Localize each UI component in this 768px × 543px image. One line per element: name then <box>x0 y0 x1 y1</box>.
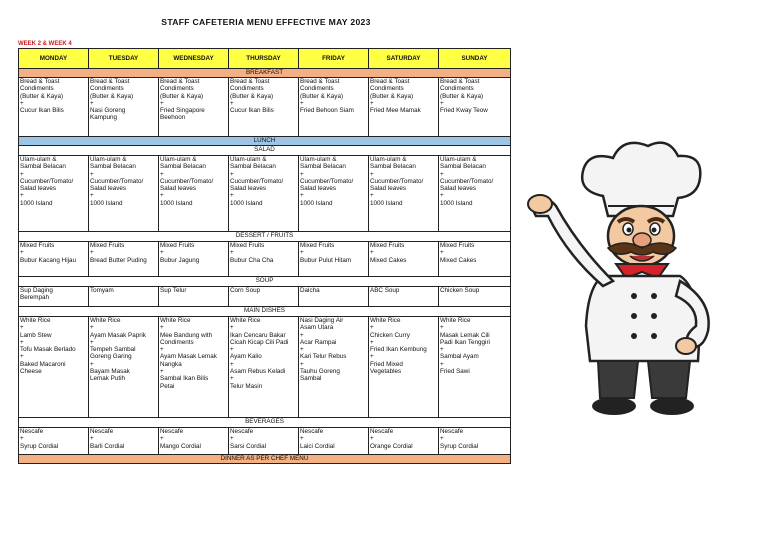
soup-cell: Corn Soup <box>229 287 299 307</box>
breakfast-cell: Bread & Toast Condiments (Butter & Kaya) + Fried Mee Mamak <box>369 78 439 137</box>
breakfast-header: BREAKFAST <box>19 69 511 78</box>
beverage-row <box>19 428 511 455</box>
main-cell: White Rice + Mee Bandung with Condiments + Ayam Masak Lemak Nangka + Sambal Ikan Bilis Petai <box>159 317 229 418</box>
soup-subheader: SOUP <box>19 277 511 287</box>
salad-cell: Ulam-ulam & Sambal Belacan + Cucumber/Tomato/ Salad leaves + 1000 Island <box>159 156 229 232</box>
main-row <box>19 317 511 418</box>
day-header-row <box>19 49 511 69</box>
salad-subheader: SALAD <box>19 146 511 156</box>
salad-cell: Ulam-ulam & Sambal Belacan + Cucumber/Tomato/ Salad leaves + 1000 Island <box>369 156 439 232</box>
soup-subheader-row <box>19 277 511 287</box>
main-cell: White Rice + Masak Lemak Cili Padi Ikan Tenggiri + Sambal Ayam + Fried Sawi <box>439 317 511 418</box>
salad-cell: Ulam-ulam & Sambal Belacan + Cucumber/Tomato/ Salad leaves + 1000 Island <box>299 156 369 232</box>
main-subheader: MAIN DISHES <box>19 307 511 317</box>
dessert-cell: Mixed Fruits + Bubur Kacang Hijau <box>19 242 89 277</box>
breakfast-cell: Bread & Toast Condiments (Butter & Kaya) + Cucur Ikan Bilis <box>19 78 89 137</box>
day-thursday: THURSDAY <box>229 49 299 69</box>
dessert-cell: Mixed Fruits + Bubur Cha Cha <box>229 242 299 277</box>
dessert-row <box>19 242 511 277</box>
day-friday: FRIDAY <box>299 49 369 69</box>
day-saturday: SATURDAY <box>369 49 439 69</box>
main-cell: White Rice + Lamb Stew + Tofu Masak Berlado + Baked Macaroni Cheese <box>19 317 89 418</box>
beverage-cell: Nescafe + Mango Cordial <box>159 428 229 455</box>
salad-cell: Ulam-ulam & Sambal Belacan + Cucumber/Tomato/ Salad leaves + 1000 Island <box>439 156 511 232</box>
dessert-cell: Mixed Fruits + Bread Butter Puding <box>89 242 159 277</box>
salad-cell: Ulam-ulam & Sambal Belacan + Cucumber/Tomato/ Salad leaves + 1000 Island <box>89 156 159 232</box>
breakfast-cell: Bread & Toast Condiments (Butter & Kaya) + Fried Behoon Siam <box>299 78 369 137</box>
dessert-cell: Mixed Fruits + Mixed Cakes <box>439 242 511 277</box>
soup-cell: Dalcha <box>299 287 369 307</box>
chef-icon <box>508 136 758 436</box>
dinner-note: DINNER AS PER CHEF MENU <box>19 455 511 464</box>
main-cell: White Rice + Ayam Masak Paprik + Tempeh Sambal Goreng Garing + Bayam Masak Lemak Putih <box>89 317 159 418</box>
soup-cell: Tomyam <box>89 287 159 307</box>
dessert-cell: Mixed Fruits + Mixed Cakes <box>369 242 439 277</box>
day-sunday: SUNDAY <box>439 49 511 69</box>
breakfast-row <box>19 78 511 137</box>
salad-cell: Ulam-ulam & Sambal Belacan + Cucumber/Tomato/ Salad leaves + 1000 Island <box>229 156 299 232</box>
dessert-subheader-row <box>19 232 511 242</box>
breakfast-cell: Bread & Toast Condiments (Butter & Kaya) + Nasi Goreng Kampung <box>89 78 159 137</box>
breakfast-header-row <box>19 69 511 78</box>
week-label: WEEK 2 & WEEK 4 <box>18 41 72 47</box>
dessert-subheader: DESSERT / FRUITS <box>19 232 511 242</box>
lunch-header: LUNCH <box>19 137 511 146</box>
main-subheader-row <box>19 307 511 317</box>
main-cell: White Rice + Ikan Cencaru Bakar Cicah Kicap Cili Padi + Ayam Kalio + Asam Rebus Keladi + Telur Masin <box>229 317 299 418</box>
main-cell: White Rice + Chicken Curry + Fried Ikan Kembung + Fried Mixed Vegetables <box>369 317 439 418</box>
soup-cell: Chicken Soup <box>439 287 511 307</box>
beverage-cell: Nescafe + Syrup Cordial <box>439 428 511 455</box>
main-cell: Nasi Daging Air Asam Utara + Acar Rampai + Kari Telur Rebus + Tauhu Goreng Sambal <box>299 317 369 418</box>
beverage-cell: Nescafe + Barli Cordial <box>89 428 159 455</box>
salad-row <box>19 156 511 232</box>
salad-cell: Ulam-ulam & Sambal Belacan + Cucumber/Tomato/ Salad leaves + 1000 Island <box>19 156 89 232</box>
dinner-row <box>19 455 511 464</box>
day-tuesday: TUESDAY <box>89 49 159 69</box>
lunch-header-row <box>19 137 511 146</box>
soup-cell: Sup Daging Berempah <box>19 287 89 307</box>
beverage-subheader-row <box>19 418 511 428</box>
beverage-subheader: BEVERAGES <box>19 418 511 428</box>
day-wednesday: WEDNESDAY <box>159 49 229 69</box>
beverage-cell: Nescafe + Laici Cordial <box>299 428 369 455</box>
breakfast-cell: Bread & Toast Condiments (Butter & Kaya) + Fried Singapore Beehoon <box>159 78 229 137</box>
menu-table <box>18 48 511 464</box>
dessert-cell: Mixed Fruits + Bubur Jagung <box>159 242 229 277</box>
soup-cell: ABC Soup <box>369 287 439 307</box>
page-title: STAFF CAFETERIA MENU EFFECTIVE MAY 2023 <box>161 17 371 27</box>
beverage-cell: Nescafe + Sarsi Cordial <box>229 428 299 455</box>
beverage-cell: Nescafe + Orange Cordial <box>369 428 439 455</box>
soup-cell: Sup Telur <box>159 287 229 307</box>
salad-subheader-row <box>19 146 511 156</box>
breakfast-cell: Bread & Toast Condiments (Butter & Kaya) + Cucur Ikan Bilis <box>229 78 299 137</box>
day-monday: MONDAY <box>19 49 89 69</box>
breakfast-cell: Bread & Toast Condiments (Butter & Kaya) + Fried Kway Teow <box>439 78 511 137</box>
beverage-cell: Nescafe + Syrup Cordial <box>19 428 89 455</box>
soup-row <box>19 287 511 307</box>
dessert-cell: Mixed Fruits + Bubur Pulut Hitam <box>299 242 369 277</box>
